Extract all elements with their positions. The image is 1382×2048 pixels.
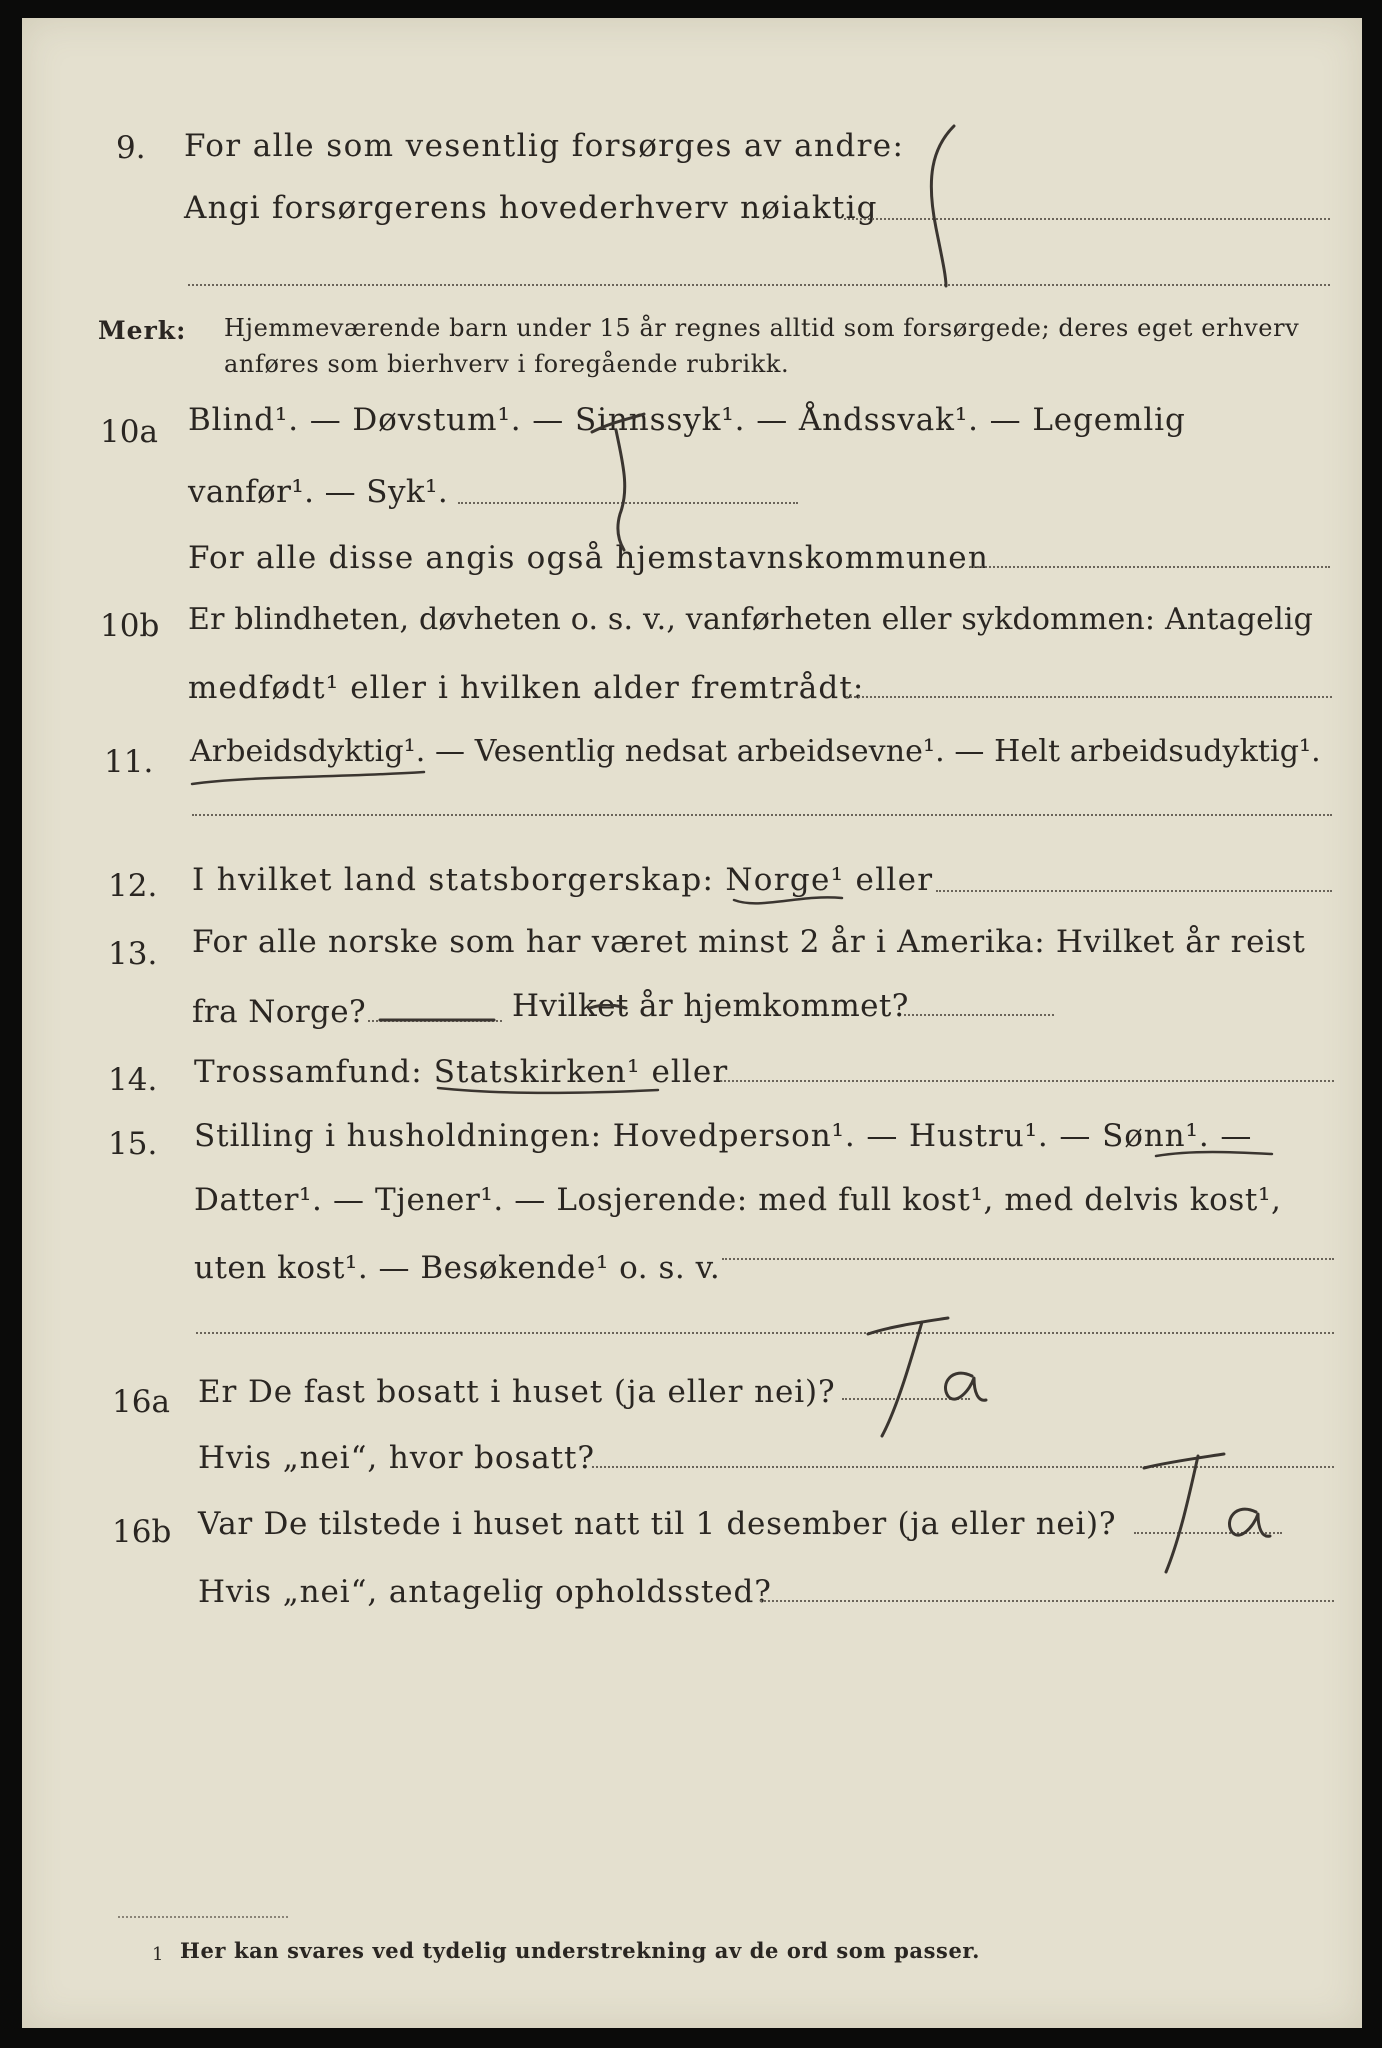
footnote-text: Her kan svares ved tydelig understrekning av de ord som passer. [180,1938,981,1963]
q16a-number: 16a [112,1384,170,1420]
q14-number: 14. [108,1062,158,1098]
q13-return-line[interactable] [904,1014,1054,1016]
q10a-line1: Blind¹. — Døvstum¹. — Sinnssyk¹. — Åndssvak¹. — Legemlig [188,402,1186,438]
q12-number: 12. [108,868,158,904]
q15-answer-line-2[interactable] [196,1332,1334,1334]
q13-number: 13. [108,936,158,972]
q10a-line3: For alle disse angis også hjemstavnskommunen [188,540,989,576]
q15-number: 15. [108,1126,158,1162]
merk-line2: anføres som bierhverv i foregående rubrikk. [224,350,790,378]
q10b-number: 10b [100,608,160,644]
q9-handwritten-dash [902,118,982,298]
q16b-line1: Var De tilstede i huset natt til 1 desember (ja eller nei)? [198,1506,1117,1542]
q10b-line2: medfødt¹ eller i hvilken alder fremtrådt: [188,670,865,706]
q12-line1: I hvilket land statsborgerskap: Norge¹ eller [192,862,934,898]
q16b-location-line[interactable] [760,1600,1334,1602]
q15-line2: Datter¹. — Tjener¹. — Losjerende: med full kost¹, med delvis kost¹, [194,1182,1282,1218]
q16b-number: 16b [112,1514,172,1550]
q16b-handwritten-ja [1128,1442,1278,1592]
footnote-rule [118,1916,288,1918]
q16a-residence-line[interactable] [592,1466,1334,1468]
merk-label: Merk: [98,316,187,345]
q10a-line2: vanfør¹. — Syk¹. [188,474,449,510]
q11-answer-line[interactable] [192,814,1332,816]
q10a-answer-line[interactable] [458,502,798,504]
q10b-answer-line[interactable] [846,696,1332,698]
q10a-hometown-line[interactable] [970,566,1330,568]
q14-line1: Trossamfund: Statskirken¹ eller [194,1054,729,1090]
q9-answer-line-2[interactable] [188,284,1330,286]
q16a-line1: Er De fast bosatt i huset (ja eller nei)? [198,1374,836,1410]
q13-line2a: fra Norge? [192,994,367,1030]
q16b-answer-line[interactable] [1134,1532,1282,1534]
q13-departure-line[interactable] [368,1020,502,1022]
q15-answer-line[interactable] [722,1258,1334,1260]
footnote-mark: 1 [152,1944,164,1965]
q13-line2b: Hvilket år hjemkommet? [512,988,909,1024]
q10a-number: 10a [100,414,158,450]
q9-answer-line[interactable] [844,218,1330,220]
q11-underline-arbeidsdyktig [188,766,438,796]
q16a-handwritten-ja [852,1306,992,1456]
q11-line1: Arbeidsdyktig¹. — Vesentlig nedsat arbeidsevne¹. — Helt arbeidsudyktig¹. [190,734,1321,769]
q9-number: 9. [116,130,146,166]
q16a-answer-line[interactable] [842,1398,970,1400]
q13-line1: For alle norske som har været minst 2 år i Amerika: Hvilket år reist [192,924,1306,960]
census-form-page [22,18,1362,2028]
q16a-line2: Hvis „nei“, hvor bosatt? [198,1440,595,1476]
q15-line3: uten kost¹. — Besøkende¹ o. s. v. [194,1250,721,1286]
q12-answer-line[interactable] [936,890,1332,892]
q11-number: 11. [104,744,154,780]
q15-line1: Stilling i husholdningen: Hovedperson¹. — Hustru¹. — Sønn¹. — [194,1118,1253,1154]
q10b-line1: Er blindheten, døvheten o. s. v., vanførheten eller sykdommen: Antagelig [188,602,1314,637]
merk-line1: Hjemmeværende barn under 15 år regnes alltid som forsørgede; deres eget erhverv [224,314,1300,342]
q16b-line2: Hvis „nei“, antagelig opholdssted? [198,1574,772,1610]
q9-line2: Angi forsørgerens hovederhverv nøiaktig [184,190,878,226]
q9-line1: For alle som vesentlig forsørges av andre: [184,128,905,164]
q14-answer-line[interactable] [720,1080,1334,1082]
